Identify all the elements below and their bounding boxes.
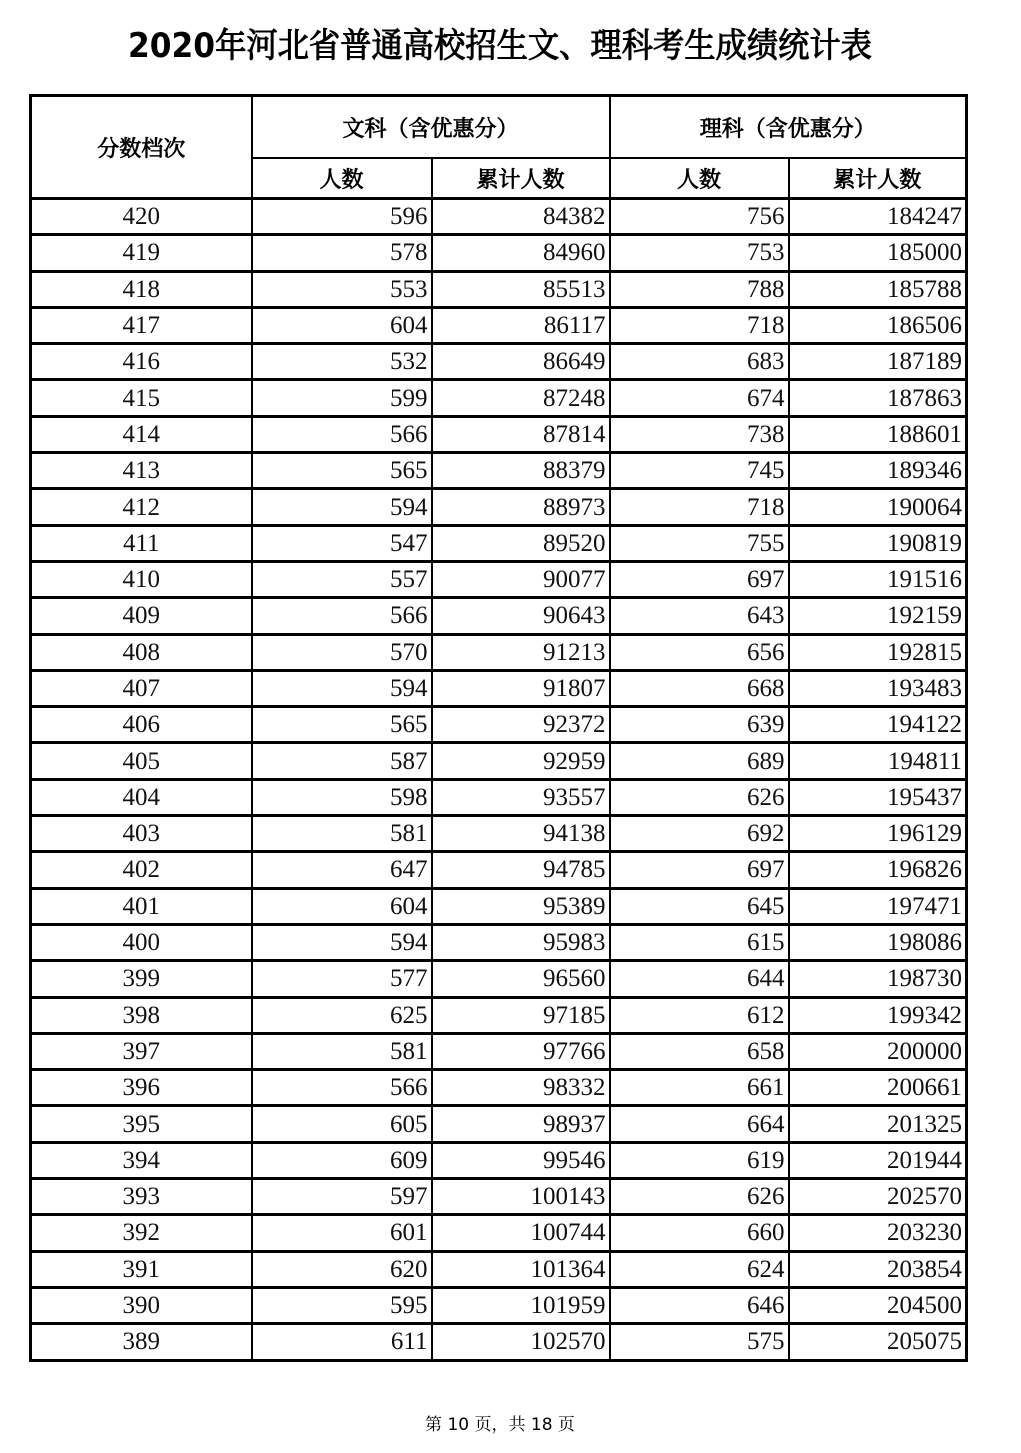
science-cumulative-cell: 201944 xyxy=(789,1142,967,1178)
science-count-cell: 661 xyxy=(610,1070,789,1106)
science-count-cell: 664 xyxy=(610,1106,789,1142)
score-cell: 399 xyxy=(31,961,252,997)
arts-count-cell: 566 xyxy=(252,416,432,452)
science-cumulative-cell: 184247 xyxy=(789,199,967,235)
table-row xyxy=(31,961,967,997)
table-row xyxy=(31,525,967,561)
science-cumulative-cell: 196826 xyxy=(789,852,967,888)
science-count-cell: 658 xyxy=(610,1033,789,1069)
arts-count-cell: 594 xyxy=(252,924,432,960)
science-cumulative-cell: 194811 xyxy=(789,743,967,779)
arts-count-cell: 570 xyxy=(252,634,432,670)
table-row xyxy=(31,888,967,924)
science-count-cell: 619 xyxy=(610,1142,789,1178)
arts-count-cell: 577 xyxy=(252,961,432,997)
score-cell: 391 xyxy=(31,1251,252,1287)
page-indicator: 第 10 页，共 18 页 xyxy=(425,1415,575,1435)
score-cell: 395 xyxy=(31,1106,252,1142)
science-cumulative-cell: 194122 xyxy=(789,707,967,743)
arts-count-cell: 594 xyxy=(252,670,432,706)
table-row xyxy=(31,707,967,743)
score-cell: 396 xyxy=(31,1070,252,1106)
arts-cumulative-cell: 92372 xyxy=(432,707,610,743)
science-cumulative-cell: 195437 xyxy=(789,779,967,815)
science-cumulative-cell: 202570 xyxy=(789,1179,967,1215)
arts-count-cell: 595 xyxy=(252,1287,432,1323)
table-row xyxy=(31,380,967,416)
science-cumulative-cell: 189346 xyxy=(789,453,967,489)
arts-count-cell: 605 xyxy=(252,1106,432,1142)
table-row xyxy=(31,199,967,235)
table-row xyxy=(31,271,967,307)
arts-cumulative-cell: 93557 xyxy=(432,779,610,815)
science-cumulative-cell: 192159 xyxy=(789,598,967,634)
arts-cumulative-cell: 95983 xyxy=(432,924,610,960)
arts-count-cell: 609 xyxy=(252,1142,432,1178)
arts-count-cell: 565 xyxy=(252,453,432,489)
arts-cumulative-cell: 97766 xyxy=(432,1033,610,1069)
science-cumulative-cell: 185788 xyxy=(789,271,967,307)
arts-cumulative-cell: 94138 xyxy=(432,816,610,852)
arts-cumulative-cell: 87248 xyxy=(432,380,610,416)
science-cumulative-cell: 205075 xyxy=(789,1324,967,1360)
arts-cumulative-cell: 91807 xyxy=(432,670,610,706)
arts-cumulative-cell: 85513 xyxy=(432,271,610,307)
science-cumulative-cell: 197471 xyxy=(789,888,967,924)
table-row xyxy=(31,997,967,1033)
arts-cumulative-cell: 88973 xyxy=(432,489,610,525)
science-count-cell: 639 xyxy=(610,707,789,743)
arts-cumulative-cell: 101364 xyxy=(432,1251,610,1287)
table-row xyxy=(31,852,967,888)
score-cell: 404 xyxy=(31,779,252,815)
arts-cumulative-cell: 84382 xyxy=(432,199,610,235)
science-cumulative-cell: 185000 xyxy=(789,235,967,271)
score-cell: 392 xyxy=(31,1215,252,1251)
science-cumulative-cell: 201325 xyxy=(789,1106,967,1142)
science-cumulative-cell: 200661 xyxy=(789,1070,967,1106)
table-row xyxy=(31,1070,967,1106)
score-cell: 417 xyxy=(31,307,252,343)
score-cell: 413 xyxy=(31,453,252,489)
score-cell: 412 xyxy=(31,489,252,525)
score-cell: 389 xyxy=(31,1324,252,1360)
header-science: 理科（含优惠分） xyxy=(610,96,967,159)
arts-cumulative-cell: 91213 xyxy=(432,634,610,670)
table-row xyxy=(31,453,967,489)
score-cell: 390 xyxy=(31,1287,252,1323)
score-cell: 410 xyxy=(31,561,252,597)
science-count-cell: 755 xyxy=(610,525,789,561)
score-cell: 393 xyxy=(31,1179,252,1215)
score-cell: 405 xyxy=(31,743,252,779)
score-cell: 408 xyxy=(31,634,252,670)
science-count-cell: 674 xyxy=(610,380,789,416)
arts-cumulative-cell: 97185 xyxy=(432,997,610,1033)
score-cell: 409 xyxy=(31,598,252,634)
table-row xyxy=(31,1324,967,1360)
score-cell: 416 xyxy=(31,344,252,380)
score-cell: 401 xyxy=(31,888,252,924)
arts-count-cell: 599 xyxy=(252,380,432,416)
science-cumulative-cell: 191516 xyxy=(789,561,967,597)
arts-count-cell: 566 xyxy=(252,1070,432,1106)
table-header xyxy=(31,96,967,199)
table-row xyxy=(31,307,967,343)
science-count-cell: 612 xyxy=(610,997,789,1033)
arts-cumulative-cell: 92959 xyxy=(432,743,610,779)
arts-cumulative-cell: 98332 xyxy=(432,1070,610,1106)
score-cell: 406 xyxy=(31,707,252,743)
science-cumulative-cell: 190819 xyxy=(789,525,967,561)
science-cumulative-cell: 196129 xyxy=(789,816,967,852)
science-count-cell: 753 xyxy=(610,235,789,271)
arts-count-cell: 581 xyxy=(252,816,432,852)
arts-cumulative-cell: 88379 xyxy=(432,453,610,489)
table-row xyxy=(31,1033,967,1069)
arts-cumulative-cell: 87814 xyxy=(432,416,610,452)
arts-count-cell: 532 xyxy=(252,344,432,380)
science-count-cell: 643 xyxy=(610,598,789,634)
arts-cumulative-cell: 102570 xyxy=(432,1324,610,1360)
score-cell: 394 xyxy=(31,1142,252,1178)
header-science-count: 人数 xyxy=(610,158,789,199)
science-count-cell: 668 xyxy=(610,670,789,706)
score-cell: 419 xyxy=(31,235,252,271)
table-row xyxy=(31,344,967,380)
arts-count-cell: 647 xyxy=(252,852,432,888)
arts-count-cell: 547 xyxy=(252,525,432,561)
header-score-band: 分数档次 xyxy=(31,96,252,199)
science-count-cell: 656 xyxy=(610,634,789,670)
science-count-cell: 615 xyxy=(610,924,789,960)
science-count-cell: 689 xyxy=(610,743,789,779)
arts-cumulative-cell: 98937 xyxy=(432,1106,610,1142)
science-count-cell: 738 xyxy=(610,416,789,452)
arts-count-cell: 565 xyxy=(252,707,432,743)
science-cumulative-cell: 204500 xyxy=(789,1287,967,1323)
arts-cumulative-cell: 96560 xyxy=(432,961,610,997)
science-cumulative-cell: 198730 xyxy=(789,961,967,997)
score-cell: 420 xyxy=(31,199,252,235)
score-cell: 398 xyxy=(31,997,252,1033)
science-cumulative-cell: 199342 xyxy=(789,997,967,1033)
arts-count-cell: 625 xyxy=(252,997,432,1033)
score-cell: 397 xyxy=(31,1033,252,1069)
science-cumulative-cell: 186506 xyxy=(789,307,967,343)
arts-count-cell: 566 xyxy=(252,598,432,634)
table-row xyxy=(31,1142,967,1178)
table-row xyxy=(31,1179,967,1215)
science-cumulative-cell: 187863 xyxy=(789,380,967,416)
arts-cumulative-cell: 101959 xyxy=(432,1287,610,1323)
header-science-cumulative: 累计人数 xyxy=(789,158,967,199)
score-cell: 411 xyxy=(31,525,252,561)
table-row xyxy=(31,816,967,852)
table-row xyxy=(31,489,967,525)
science-cumulative-cell: 188601 xyxy=(789,416,967,452)
table-row xyxy=(31,1251,967,1287)
science-cumulative-cell: 192815 xyxy=(789,634,967,670)
science-count-cell: 646 xyxy=(610,1287,789,1323)
science-count-cell: 745 xyxy=(610,453,789,489)
arts-cumulative-cell: 95389 xyxy=(432,888,610,924)
science-cumulative-cell: 198086 xyxy=(789,924,967,960)
document-title: 2020年河北省普通高校招生文、理科考生成绩统计表 xyxy=(128,26,872,66)
arts-count-cell: 601 xyxy=(252,1215,432,1251)
table-body xyxy=(31,199,967,1361)
table-row xyxy=(31,416,967,452)
score-cell: 415 xyxy=(31,380,252,416)
arts-count-cell: 596 xyxy=(252,199,432,235)
score-statistics-table xyxy=(29,94,968,1362)
table-row xyxy=(31,598,967,634)
science-count-cell: 644 xyxy=(610,961,789,997)
table-row xyxy=(31,670,967,706)
science-cumulative-cell: 187189 xyxy=(789,344,967,380)
table-row xyxy=(31,561,967,597)
arts-count-cell: 620 xyxy=(252,1251,432,1287)
arts-count-cell: 594 xyxy=(252,489,432,525)
arts-count-cell: 587 xyxy=(252,743,432,779)
science-count-cell: 756 xyxy=(610,199,789,235)
table-row xyxy=(31,779,967,815)
arts-count-cell: 578 xyxy=(252,235,432,271)
arts-cumulative-cell: 100744 xyxy=(432,1215,610,1251)
science-cumulative-cell: 200000 xyxy=(789,1033,967,1069)
table-row xyxy=(31,924,967,960)
science-cumulative-cell: 190064 xyxy=(789,489,967,525)
score-cell: 407 xyxy=(31,670,252,706)
arts-cumulative-cell: 84960 xyxy=(432,235,610,271)
table-row xyxy=(31,1215,967,1251)
score-cell: 418 xyxy=(31,271,252,307)
header-arts-cumulative: 累计人数 xyxy=(432,158,610,199)
science-count-cell: 575 xyxy=(610,1324,789,1360)
arts-count-cell: 597 xyxy=(252,1179,432,1215)
arts-count-cell: 611 xyxy=(252,1324,432,1360)
science-count-cell: 683 xyxy=(610,344,789,380)
arts-count-cell: 604 xyxy=(252,307,432,343)
science-cumulative-cell: 203854 xyxy=(789,1251,967,1287)
table-row xyxy=(31,743,967,779)
science-count-cell: 718 xyxy=(610,307,789,343)
science-count-cell: 718 xyxy=(610,489,789,525)
header-arts-count: 人数 xyxy=(252,158,432,199)
arts-count-cell: 553 xyxy=(252,271,432,307)
table-row xyxy=(31,235,967,271)
science-count-cell: 788 xyxy=(610,271,789,307)
header-liberal-arts: 文科（含优惠分） xyxy=(252,96,610,159)
science-count-cell: 697 xyxy=(610,852,789,888)
science-count-cell: 660 xyxy=(610,1215,789,1251)
science-count-cell: 697 xyxy=(610,561,789,597)
table-row xyxy=(31,1106,967,1142)
score-cell: 403 xyxy=(31,816,252,852)
table-row xyxy=(31,634,967,670)
arts-count-cell: 598 xyxy=(252,779,432,815)
arts-count-cell: 557 xyxy=(252,561,432,597)
arts-cumulative-cell: 86117 xyxy=(432,307,610,343)
science-cumulative-cell: 193483 xyxy=(789,670,967,706)
score-cell: 402 xyxy=(31,852,252,888)
science-count-cell: 626 xyxy=(610,1179,789,1215)
arts-cumulative-cell: 90077 xyxy=(432,561,610,597)
science-count-cell: 624 xyxy=(610,1251,789,1287)
score-cell: 400 xyxy=(31,924,252,960)
arts-count-cell: 604 xyxy=(252,888,432,924)
science-count-cell: 645 xyxy=(610,888,789,924)
arts-count-cell: 581 xyxy=(252,1033,432,1069)
arts-cumulative-cell: 94785 xyxy=(432,852,610,888)
arts-cumulative-cell: 90643 xyxy=(432,598,610,634)
arts-cumulative-cell: 99546 xyxy=(432,1142,610,1178)
science-count-cell: 626 xyxy=(610,779,789,815)
arts-cumulative-cell: 89520 xyxy=(432,525,610,561)
arts-cumulative-cell: 86649 xyxy=(432,344,610,380)
science-count-cell: 692 xyxy=(610,816,789,852)
table-row xyxy=(31,1287,967,1323)
science-cumulative-cell: 203230 xyxy=(789,1215,967,1251)
score-cell: 414 xyxy=(31,416,252,452)
arts-cumulative-cell: 100143 xyxy=(432,1179,610,1215)
